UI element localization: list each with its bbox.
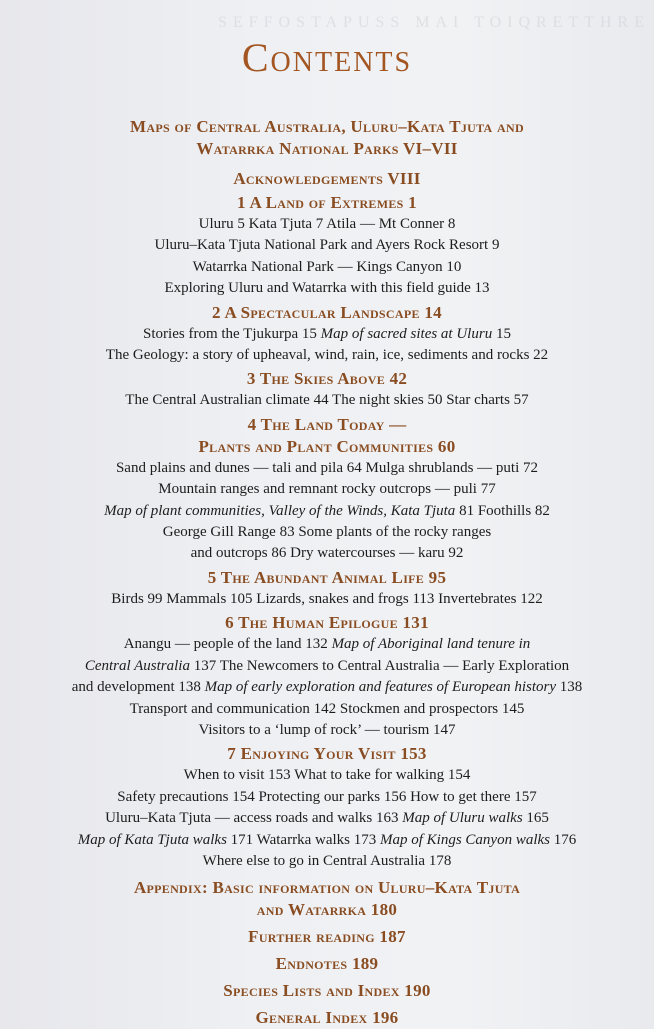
toc-appendix-line1[interactable]: Appendix: Basic information on Uluru–Kata Tjuta (133, 878, 521, 898)
toc-ch7-line4 (20, 830, 634, 851)
toc-ch6-anangu[interactable]: Anangu — people of the land 132 (123, 636, 328, 653)
toc-ch6-map-early-exploration[interactable]: Map of early exploration and features of European history (204, 679, 556, 696)
toc-ch7-watarrka-walks[interactable]: 171 Watarrka walks 173 (230, 831, 377, 848)
toc-ch4-line5[interactable]: and outcrops 86 Dry watercourses — karu 92 (190, 545, 464, 562)
toc-ch7-map-kata-tjuta-walks[interactable]: Map of Kata Tjuta walks (77, 831, 227, 848)
toc-ch3-line1[interactable]: The Central Australian climate 44 The night skies 50 Star charts 57 (125, 392, 529, 409)
toc-ch1-line2[interactable]: Uluru–Kata Tjuta National Park and Ayers Rock Resort 9 (154, 237, 500, 254)
toc-ch4-foothills[interactable]: 81 Foothills 82 (459, 502, 550, 519)
toc-chapter-7[interactable]: 7 Enjoying Your Visit 153 (227, 744, 427, 764)
toc-ch4-line4[interactable]: George Gill Range 83 Some plants of the rocky ranges (162, 524, 492, 541)
toc-ch7-line1[interactable]: When to visit 153 What to take for walking 154 (183, 767, 471, 784)
toc-ch7-access-roads[interactable]: Uluru–Kata Tjuta — access roads and walks 163 (105, 810, 399, 827)
toc-ch6-line2 (20, 656, 634, 677)
bleed-through-header: SEFFOSTAPUSS MAI TOIQRETTHRE (218, 14, 650, 31)
toc-ch7-map-kings-canyon-walks[interactable]: Map of Kings Canyon walks (379, 831, 550, 848)
toc-species-lists[interactable]: Species Lists and Index 190 (223, 981, 431, 1001)
toc-general-index[interactable]: General Index 196 (255, 1008, 399, 1028)
toc-ch6-development[interactable]: and development 138 (71, 679, 201, 696)
toc-ch6-line5[interactable]: Visitors to a ‘lump of rock’ — tourism 147 (198, 721, 456, 738)
toc-ch6-map-land-tenure-cont[interactable]: Central Australia (84, 657, 190, 674)
page-title: Contents (241, 35, 413, 80)
toc-ch2-line2[interactable]: The Geology: a story of upheaval, wind, rain, ice, sediments and rocks 22 (105, 347, 549, 364)
toc-maps-heading-line1[interactable]: Maps of Central Australia, Uluru–Kata Tjuta and (130, 117, 524, 136)
toc-ch6-newcomers[interactable]: 137 The Newcomers to Central Australia — Early Exploration (193, 657, 570, 674)
toc-maps-heading-line2[interactable]: Watarrka National Parks VI–VII (196, 139, 458, 158)
toc-ch2-map-sacred-sites-page: 15 (495, 325, 511, 342)
toc-ch4-line3 (20, 501, 634, 522)
toc-ch6-line4[interactable]: Transport and communication 142 Stockmen and prospectors 145 (129, 700, 525, 717)
toc-ch2-stories[interactable]: Stories from the Tjukurpa 15 (143, 325, 317, 342)
toc-ch6-line1 (20, 634, 634, 655)
toc-ch7-line2[interactable]: Safety precautions 154 Protecting our parks 156 How to get there 157 (117, 788, 537, 805)
toc-appendix-line2[interactable]: and Watarrka 180 (256, 900, 398, 920)
table-of-contents (20, 116, 634, 1029)
toc-ch1-line1[interactable]: Uluru 5 Kata Tjuta 7 Atila — Mt Conner 8 (198, 216, 456, 232)
toc-ch7-map-uluru-walks[interactable]: Map of Uluru walks (402, 810, 523, 827)
toc-further-reading[interactable]: Further reading 187 (248, 927, 406, 947)
toc-ch1-line4[interactable]: Exploring Uluru and Watarrka with this field guide 13 (164, 280, 490, 297)
toc-ch2-map-sacred-sites[interactable]: Map of sacred sites at Uluru (320, 325, 493, 342)
toc-ch1-line3[interactable]: Watarrka National Park — Kings Canyon 10 (192, 258, 462, 275)
toc-ch4-map-plant-communities[interactable]: Map of plant communities, Valley of the Winds, Kata Tjuta (104, 502, 456, 519)
toc-chapter-6[interactable]: 6 The Human Epilogue 131 (225, 613, 429, 633)
toc-ch2-line1 (20, 324, 634, 345)
toc-ch7-map-kings-canyon-walks-page: 176 (553, 831, 577, 848)
toc-ch7-line3 (20, 808, 634, 829)
toc-chapter-4-line2[interactable]: Plants and Plant Communities 60 (198, 436, 456, 456)
toc-ch4-line1[interactable]: Sand plains and dunes — tali and pila 64 Mulga shrublands — puti 72 (115, 459, 539, 476)
toc-ch7-line5[interactable]: Where else to go in Central Australia 178 (202, 852, 452, 869)
toc-ch4-line2[interactable]: Mountain ranges and remnant rocky outcrops — puli 77 (158, 481, 496, 498)
toc-ch7-map-uluru-walks-page: 165 (526, 810, 549, 827)
toc-chapter-4-line1[interactable]: 4 The Land Today — (247, 414, 407, 434)
toc-acknowledgements[interactable]: Acknowledgements VIII (233, 169, 421, 188)
toc-ch6-map-early-exploration-page: 138 (559, 679, 583, 696)
toc-ch6-map-land-tenure[interactable]: Map of Aboriginal land tenure in (331, 636, 531, 653)
toc-ch6-line3 (20, 677, 634, 698)
toc-chapter-5[interactable]: 5 The Abundant Animal Life 95 (207, 567, 447, 587)
toc-chapter-1[interactable]: 1 A Land of Extremes 1 (237, 193, 417, 212)
toc-endnotes[interactable]: Endnotes 189 (275, 954, 379, 974)
toc-chapter-2[interactable]: 2 A Spectacular Landscape 14 (212, 302, 442, 322)
toc-ch5-line1[interactable]: Birds 99 Mammals 105 Lizards, snakes and frogs 113 Invertebrates 122 (111, 590, 543, 607)
toc-chapter-3[interactable]: 3 The Skies Above 42 (246, 369, 408, 389)
